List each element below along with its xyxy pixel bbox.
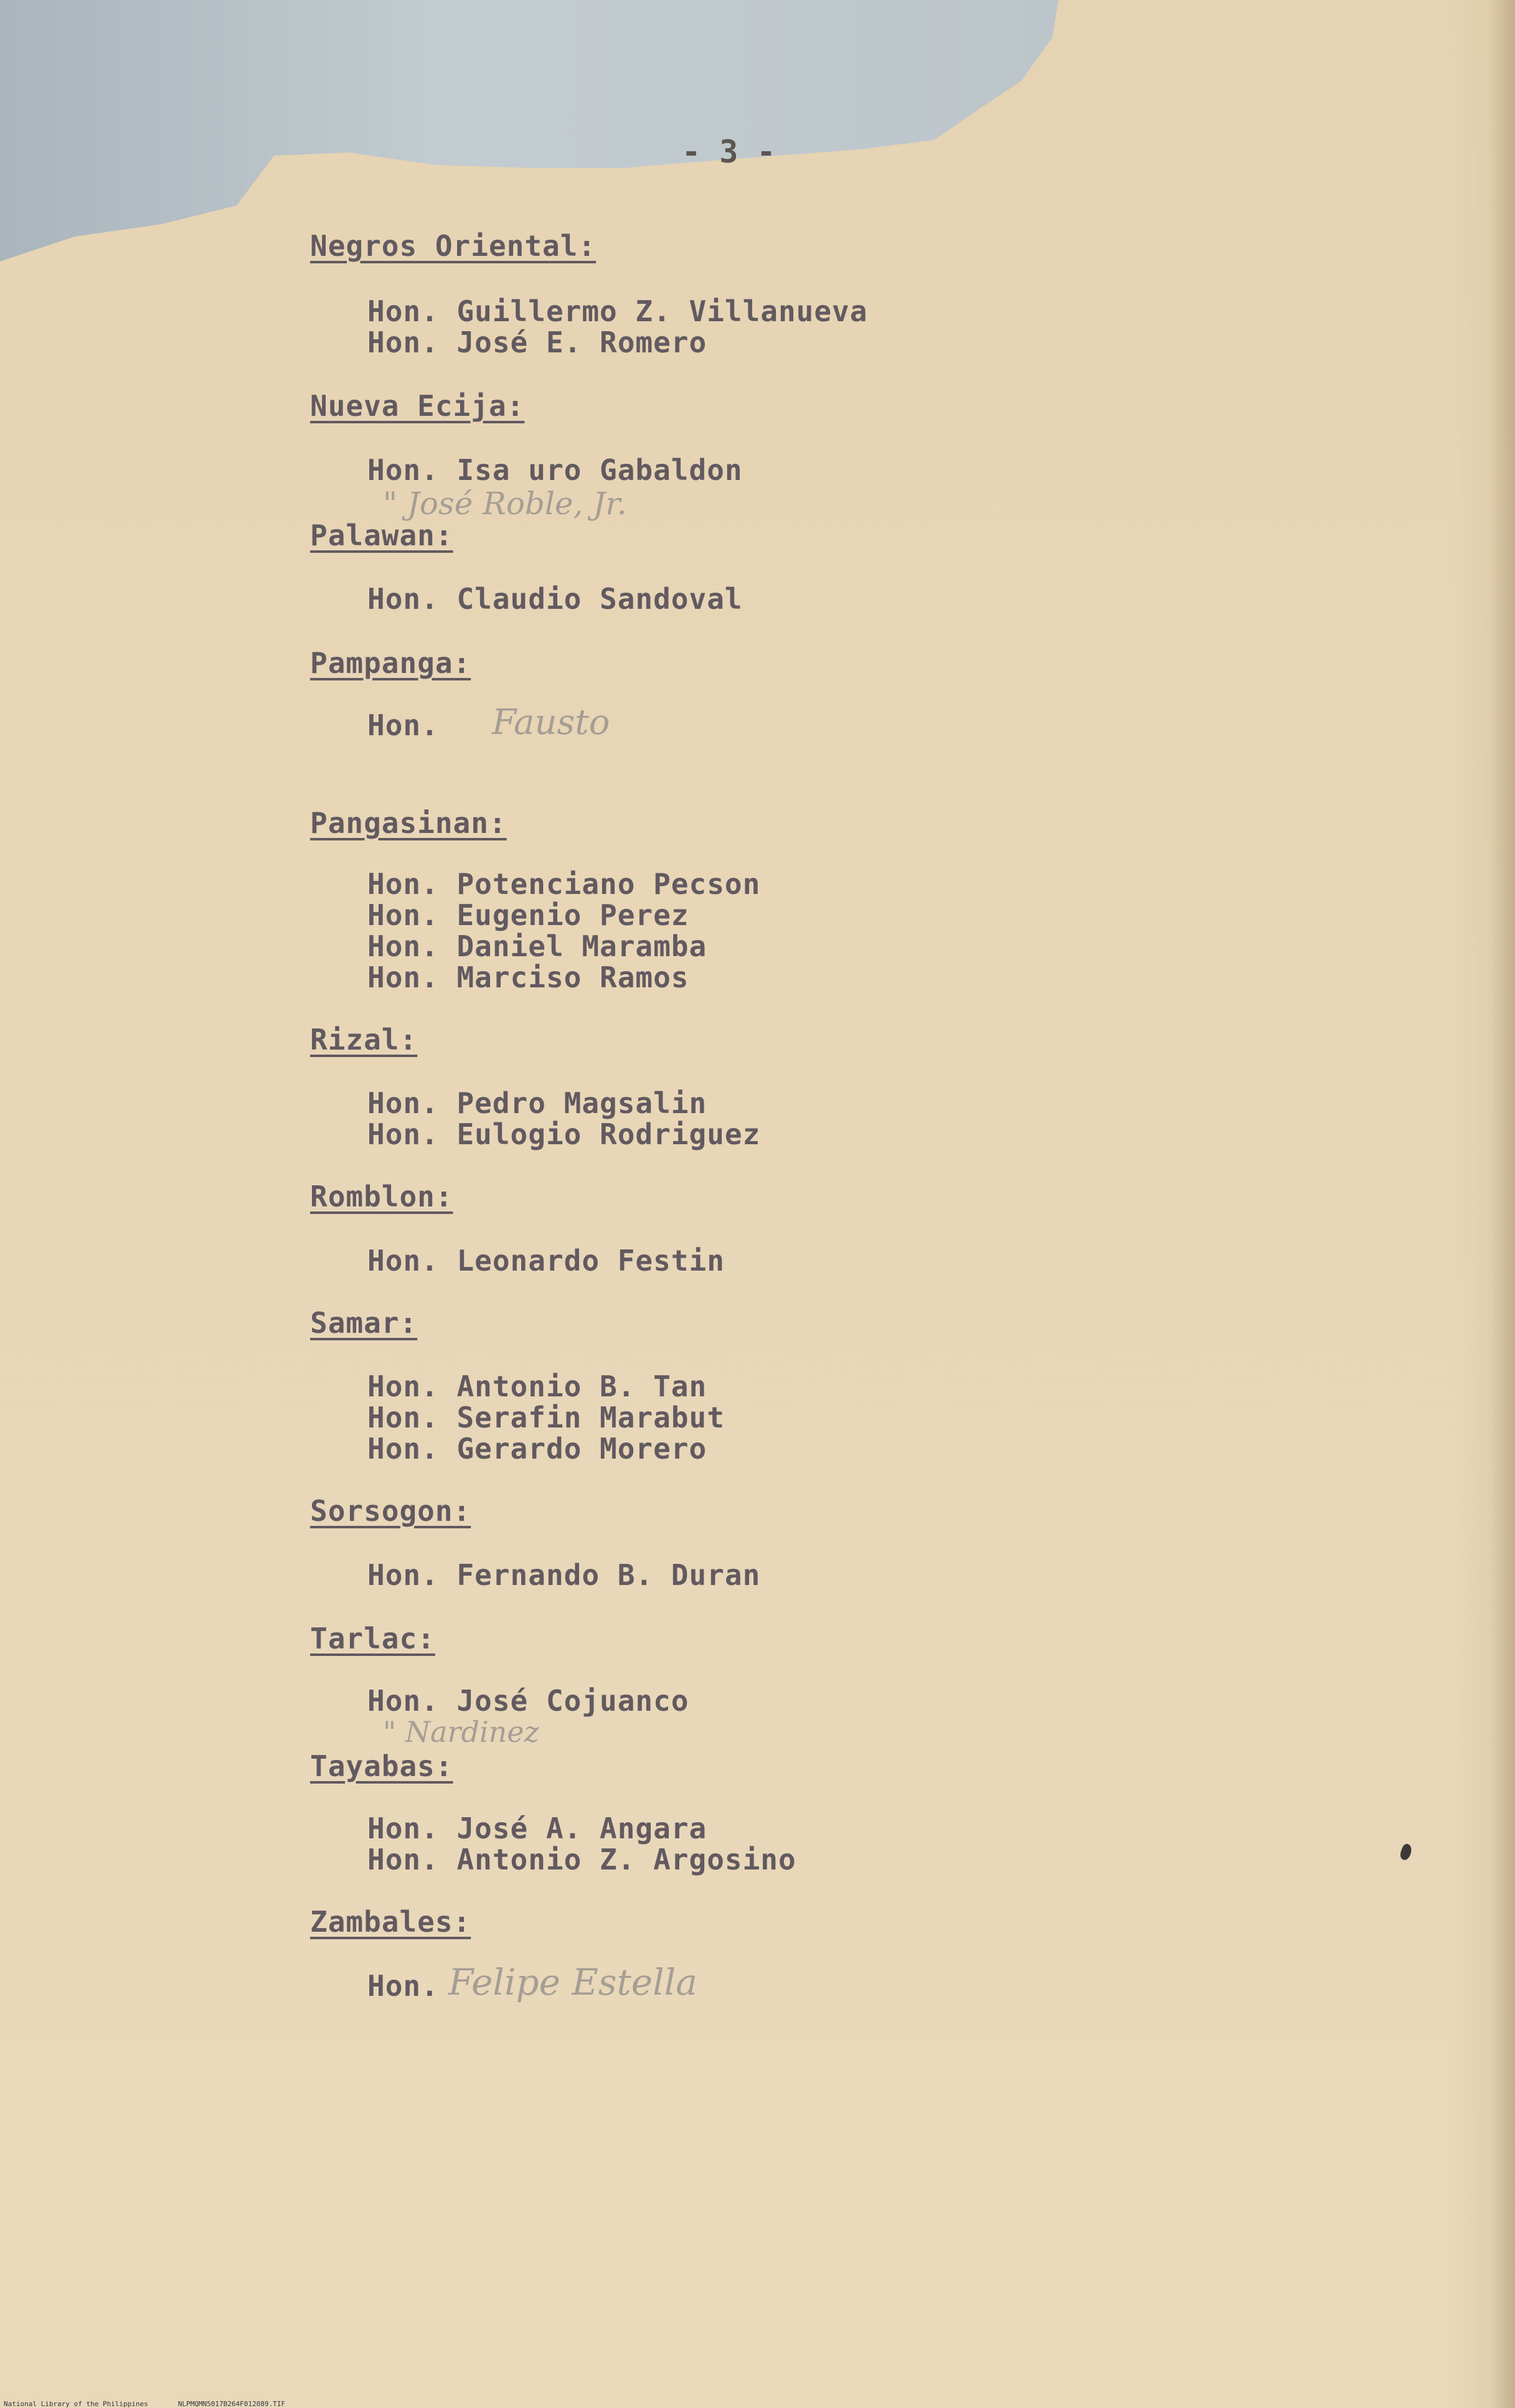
member-name: Hon. Serafin Marabut (367, 1401, 725, 1434)
footer-library: National Library of the Philippines (4, 2400, 148, 2408)
member-name: Hon. Fernando B. Duran (367, 1558, 761, 1592)
member-name: Hon. (367, 1969, 439, 2003)
member-name: Hon. Eugenio Perez (367, 898, 689, 932)
heading-rizal: Rizal: (310, 1023, 418, 1056)
heading-negros-oriental: Negros Oriental: (310, 229, 597, 263)
handwritten-addition: Felipe Estella (448, 1961, 697, 2003)
member-name: Hon. Leonardo Festin (367, 1244, 725, 1277)
member-name: Hon. Claudio Sandoval (367, 582, 743, 616)
heading-tarlac: Tarlac: (310, 1622, 435, 1655)
member-name: Hon. (367, 708, 439, 742)
heading-pangasinan: Pangasinan: (310, 806, 507, 840)
member-name: Hon. Antonio B. Tan (367, 1370, 707, 1403)
member-name: Hon. Antonio Z. Argosino (367, 1843, 796, 1876)
page-number: - 3 - (682, 134, 776, 170)
member-name: Hon. Pedro Magsalin (367, 1086, 707, 1120)
heading-zambales: Zambales: (310, 1905, 471, 1939)
heading-sorsogon: Sorsogon: (310, 1494, 471, 1528)
heading-romblon: Romblon: (310, 1180, 453, 1213)
heading-nueva-ecija: Nueva Ecija: (310, 389, 525, 423)
member-name: Hon. Gerardo Morero (367, 1432, 707, 1465)
member-name: Hon. Daniel Maramba (367, 929, 707, 963)
member-name: Hon. Guillermo Z. Villanueva (367, 294, 868, 328)
heading-pampanga: Pampanga: (310, 646, 471, 680)
member-name: Hon. Eulogio Rodriguez (367, 1117, 761, 1151)
handwritten-addition: Fausto (492, 702, 610, 743)
heading-samar: Samar: (310, 1306, 418, 1340)
member-name: Hon. José E. Romero (367, 326, 707, 359)
member-name: Hon. José Cojuanco (367, 1684, 689, 1718)
heading-palawan: Palawan: (310, 519, 453, 552)
footer-filename: NLPMQMN5017B264F012089.TIF (177, 2400, 285, 2408)
member-name: Hon. Isa uro Gabaldon (367, 453, 743, 487)
page-edge-shadow (1490, 0, 1515, 2408)
member-name: Hon. Marciso Ramos (367, 961, 689, 994)
heading-tayabas: Tayabas: (310, 1749, 453, 1783)
member-name: Hon. José A. Angara (367, 1812, 707, 1845)
handwritten-addition: " José Roble, Jr. (383, 486, 627, 522)
scan-footer (4, 2400, 315, 2408)
member-name: Hon. Potenciano Pecson (367, 867, 761, 901)
handwritten-addition: " Nardinez (383, 1715, 539, 1749)
